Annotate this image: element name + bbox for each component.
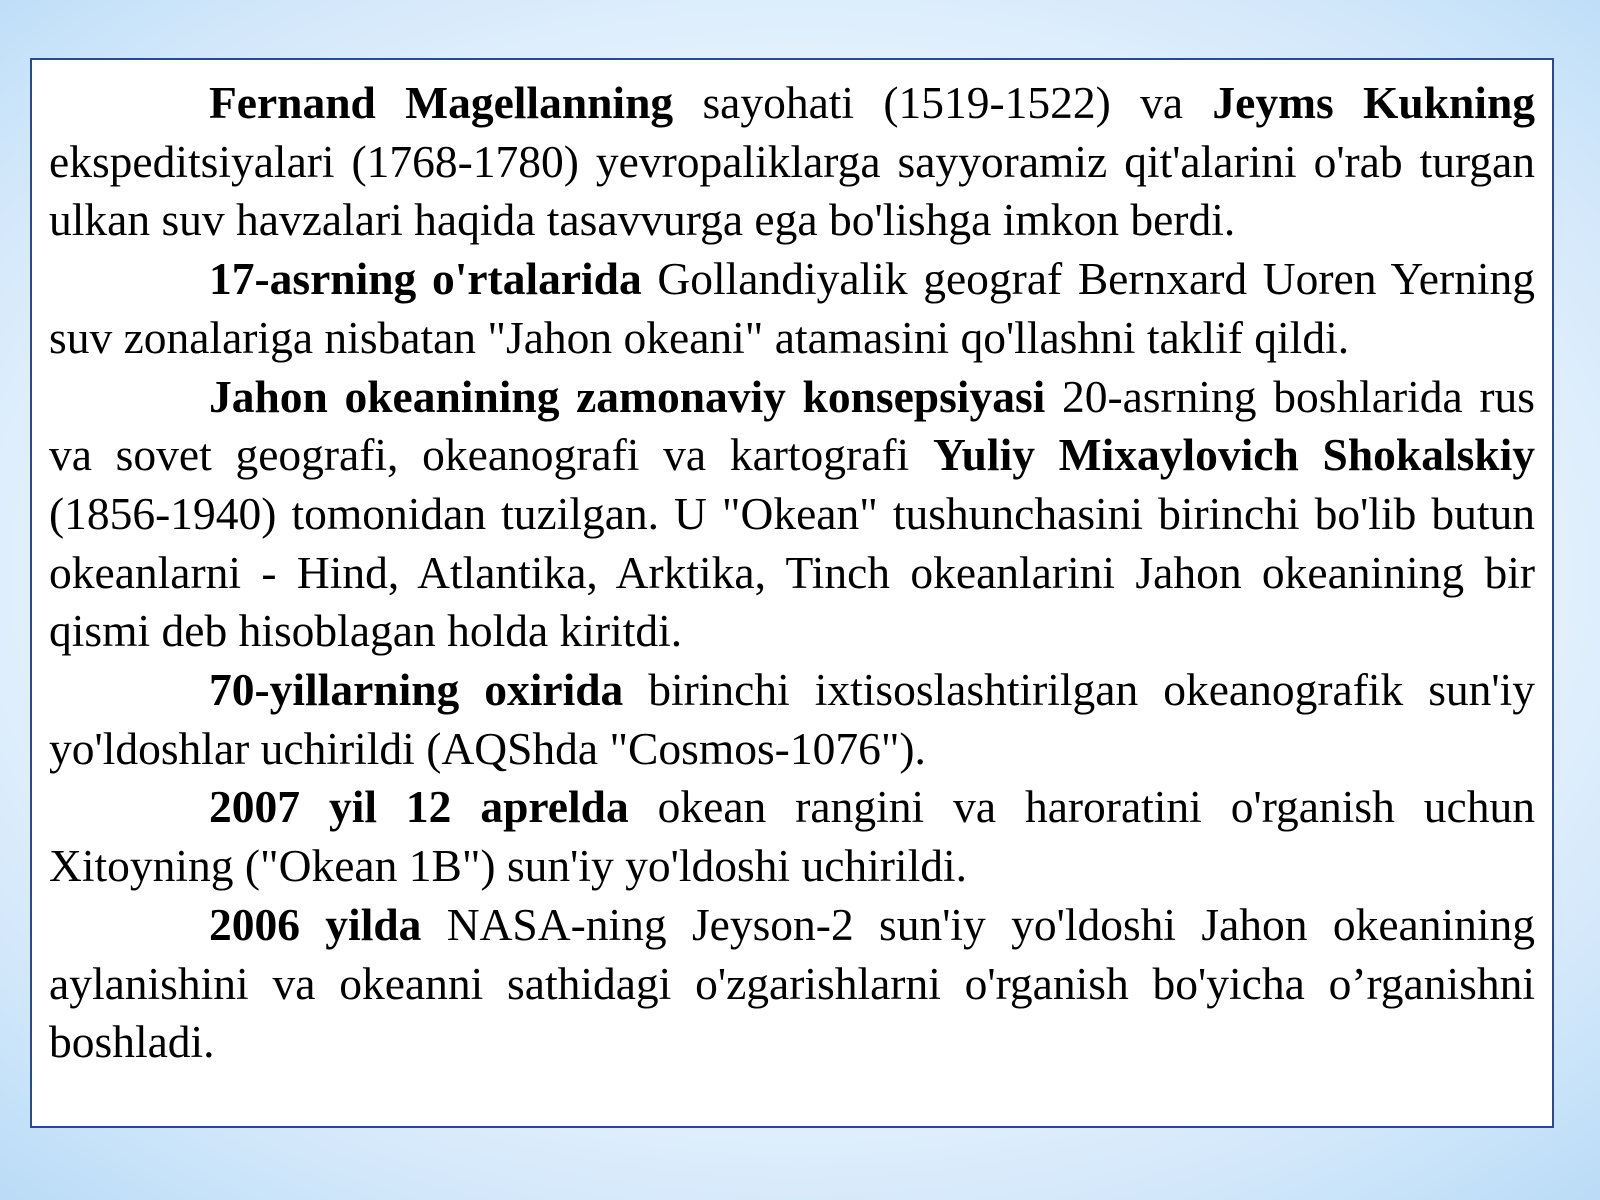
- text-run: sayohati (1519-1522) va: [673, 77, 1213, 128]
- bold-phrase: 2006 yilda: [209, 898, 422, 950]
- text-run: okean rangini va haroratini o'rganish uchun Xitoyning ("Okean 1B") sun'iy yo'ldoshi uchirildi.: [49, 781, 1535, 892]
- text-run: NASA-ning Jeyson-2 sun'iy yo'ldoshi Jahon okeanining aylanishini va okeanni sathidagi o'zgarishlarni o'rganish bo'yicha o’rganishni boshladi.: [49, 898, 1535, 1068]
- text-run: (1856-1940) tomonidan tuzilgan. U "Okean" tushunchasini birinchi bo'lib butun okeanlarni - Hind, Atlantika, Arktika, Tinch okeanlarini Jahon okeanining bir qismi deb hisoblagan holda kiritdi.: [49, 487, 1535, 657]
- bold-phrase: Jahon okeanining zamonaviy konsepsiyasi: [209, 370, 1046, 422]
- paragraph-2007-satellite: [49, 778, 1535, 895]
- paragraph-modern-concept: [49, 368, 1535, 662]
- text-run: birinchi ixtisoslashtirilgan okeanografik sun'iy yo'ldoshlar uchirildi (AQShda "Cosmos-1076").: [49, 664, 1535, 774]
- text-panel: [30, 58, 1554, 1128]
- text-run: ekspeditsiyalari (1768-1780) yevropaliklarga sayyoramiz qit'alarini o'rab turgan ulkan suv havzalari haqida tasavvurga ega bo'lishga imkon berdi.: [49, 135, 1535, 246]
- paragraph-magellan-cook: [49, 74, 1535, 250]
- bold-phrase: Yuliy Mixaylovich Shokalskiy: [932, 429, 1535, 481]
- bold-phrase: Jeyms Kukning: [1212, 77, 1536, 128]
- paragraph-70s-satellites: [49, 661, 1535, 778]
- paragraph-17th-century: [49, 250, 1535, 367]
- text-run: Gollandiyalik geograf Bernxard Uoren Yerning suv zonalariga nisbatan "Jahon okeani" atamasini qo'llashni taklif qildi.: [49, 253, 1535, 363]
- bold-phrase: 70-yillarning oxirida: [209, 664, 624, 716]
- bold-phrase: 17-asrning o'rtalarida: [209, 253, 642, 305]
- text-run: 20-asrning boshlarida rus va sovet geografi, okeanografi va kartografi: [49, 370, 1535, 481]
- bold-phrase: 2007 yil 12 aprelda: [209, 781, 629, 833]
- bold-phrase: Fernand Magellanning: [209, 77, 674, 128]
- paragraph-2006-nasa: [49, 896, 1535, 1072]
